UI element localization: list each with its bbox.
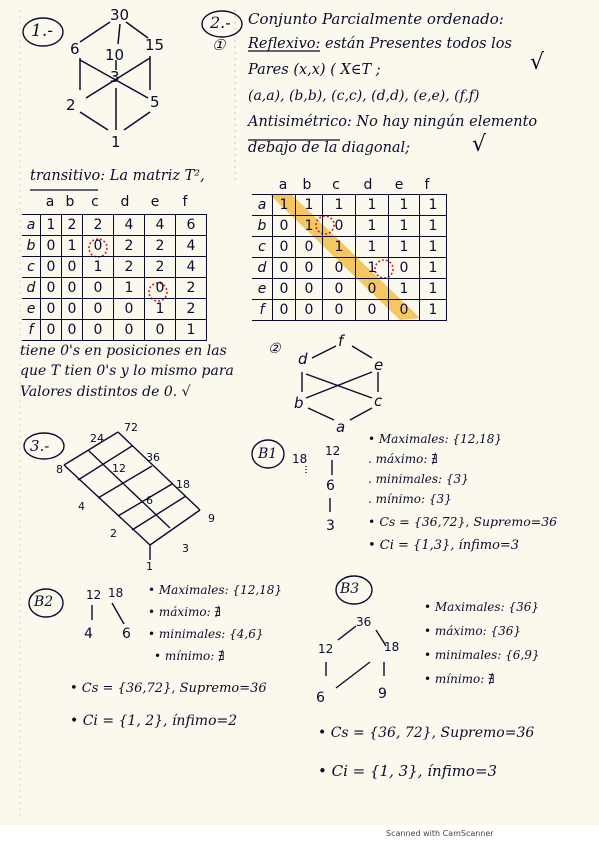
matrix-cell: 0 <box>62 320 83 341</box>
matrix-cell: 1 <box>323 237 356 258</box>
matrix-cell: 0 <box>323 258 356 279</box>
row-header: c <box>252 237 273 258</box>
row-header: c <box>22 257 41 278</box>
matrix-cell: 1 <box>389 237 420 258</box>
row-header: b <box>22 236 41 257</box>
b2-node: 12 <box>86 588 102 602</box>
section-label-1: 1.- <box>31 21 53 41</box>
lattice-node: 2 <box>110 527 117 540</box>
hasse-node: c <box>374 392 383 410</box>
reflexivo-line-1: Reflexivo: están Presentes todos los <box>248 36 512 52</box>
b3-node: 12 <box>318 642 334 656</box>
hasse-node: f <box>338 332 344 350</box>
matrix-cell: 1 <box>296 195 323 216</box>
lattice-node: 4 <box>78 500 85 513</box>
lattice-node: 6 <box>146 494 153 507</box>
b2-ci: • Ci = {1, 2}, ínfimo=2 <box>70 713 238 729</box>
reflexivo-line-2: Pares (x,x) ( X∈T ; <box>248 62 381 78</box>
b3-line: • máximo: {36} <box>424 624 522 638</box>
section-label-b3: B3 <box>340 581 360 597</box>
hasse-node: 1 <box>111 133 121 151</box>
section-title: Conjunto Parcialmente ordenado: <box>248 10 504 28</box>
hasse-node: b <box>294 394 304 412</box>
lattice-node: 36 <box>146 451 160 464</box>
matrix-cell: 1 <box>356 237 389 258</box>
matrix-cell: 2 <box>83 215 114 236</box>
matrix-cell: 0 <box>145 320 176 341</box>
col-header: d <box>363 177 373 193</box>
lattice-diagram <box>64 432 200 560</box>
b1-line: • Ci = {1,3}, ínfimo=3 <box>368 538 520 553</box>
b3-line: • mínimo: ∄ <box>424 672 495 686</box>
matrix-cell: 4 <box>145 215 176 236</box>
check-mark: √ <box>530 50 545 75</box>
b3-node: 6 <box>316 690 325 706</box>
b1-line: . mínimo: {3} <box>368 492 452 506</box>
conclusion-line-3: Valores distintos de 0. √ <box>20 384 191 400</box>
matrix-row <box>252 258 447 279</box>
scanner-watermark: Scanned with CamScanner <box>386 829 494 838</box>
matrix-cell: 0 <box>41 320 62 341</box>
hasse-node: 6 <box>70 40 80 58</box>
section-label-b1: B1 <box>258 446 278 462</box>
matrix-cell: 1 <box>389 279 420 300</box>
row-header: d <box>252 258 273 279</box>
b2-node: 6 <box>122 626 131 642</box>
hasse-node: e <box>374 356 384 374</box>
b2-cs: • Cs = {36,72}, Supremo=36 <box>70 681 267 696</box>
matrix-cell: 1 <box>41 215 62 236</box>
section-label-b2: B2 <box>34 594 54 610</box>
matrix-cell: 1 <box>176 320 207 341</box>
matrix-row <box>22 320 207 341</box>
hasse-node: 5 <box>150 93 160 111</box>
matrix-cell: 1 <box>420 195 447 216</box>
matrix-cell: 2 <box>145 236 176 257</box>
matrix-cell: 0 <box>62 257 83 278</box>
matrix-row <box>252 237 447 258</box>
row-header: f <box>252 300 273 321</box>
matrix-cell: 2 <box>62 215 83 236</box>
hasse-node: d <box>298 350 308 368</box>
b1-properties <box>368 432 557 560</box>
matrix-row <box>252 195 447 216</box>
matrix-cell: 2 <box>114 257 145 278</box>
col-header: e <box>150 194 160 210</box>
matrix-cell: 0 <box>389 300 420 321</box>
row-header: e <box>22 299 41 320</box>
matrix-cell: 0 <box>356 300 389 321</box>
lattice-node: 24 <box>90 432 104 445</box>
item-mark-1: ① <box>212 36 226 54</box>
col-header: b <box>65 194 75 210</box>
matrix-cell: 2 <box>145 257 176 278</box>
matrix-cell: 0 <box>83 236 114 257</box>
b2-node: 18 <box>108 586 124 600</box>
hasse-node: 3 <box>110 68 120 86</box>
hasse-node: a <box>336 418 346 436</box>
b1-line: • Cs = {36,72}, Supremo=36 <box>368 514 558 529</box>
matrix-cell: 0 <box>41 278 62 299</box>
hasse-node: 2 <box>66 96 76 114</box>
row-header: a <box>22 215 41 236</box>
b1-node: 12 <box>325 444 341 458</box>
matrix-cell: 1 <box>356 195 389 216</box>
matrix-cell: 0 <box>273 258 296 279</box>
b1-node: 6 <box>326 478 335 494</box>
b1-line: . máximo: ∄ <box>368 452 438 466</box>
matrix-cell: 0 <box>323 300 356 321</box>
b2-line: • máximo: ∄ <box>148 605 222 619</box>
matrix-cell: 0 <box>273 216 296 237</box>
matrix-cell: 2 <box>114 236 145 257</box>
matrix-t-header <box>252 176 440 194</box>
matrix-row <box>252 279 447 300</box>
row-header: d <box>22 278 41 299</box>
matrix-cell: 1 <box>114 278 145 299</box>
col-header: f <box>182 194 188 210</box>
matrix-cell: 1 <box>420 216 447 237</box>
matrix-cell: 1 <box>389 195 420 216</box>
b1-node: 18 <box>292 452 308 466</box>
b3-line: • Maximales: {36} <box>424 600 539 614</box>
matrix-cell: 1 <box>420 258 447 279</box>
hasse-diagram-2 <box>302 346 378 420</box>
matrix-cell: 1 <box>62 236 83 257</box>
row-header: f <box>22 320 41 341</box>
item-mark-2: ② <box>268 341 281 357</box>
matrix-cell: 6 <box>176 215 207 236</box>
matrix-cell: 0 <box>145 278 176 299</box>
b3-node: 9 <box>378 686 387 702</box>
matrix-cell: 1 <box>420 279 447 300</box>
b2-line: • mínimo: ∄ <box>154 649 225 663</box>
matrix-t2-body <box>22 214 207 341</box>
matrix-cell: 1 <box>273 195 296 216</box>
matrix-cell: 0 <box>83 320 114 341</box>
reflexivo-line-3: (a,a), (b,b), (c,c), (d,d), (e,e), (f,f) <box>248 88 480 104</box>
col-header: c <box>91 194 99 210</box>
b2-node: 4 <box>84 626 93 642</box>
matrix-t2 <box>22 192 200 212</box>
col-header: a <box>278 177 288 193</box>
matrix-cell: 0 <box>114 320 145 341</box>
antisim-line-1: Antisimétrico: No hay ningún elemento <box>248 114 538 130</box>
matrix-cell: 0 <box>273 300 296 321</box>
matrix-cell: 0 <box>356 279 389 300</box>
b3-node: 36 <box>356 615 372 629</box>
matrix-cell: 1 <box>323 195 356 216</box>
matrix-row <box>22 299 207 320</box>
b3-ci: • Ci = {1, 3}, ínfimo=3 <box>318 762 498 780</box>
matrix-cell: 0 <box>83 278 114 299</box>
section-label-2: 2.- <box>210 13 231 32</box>
matrix-cell: 1 <box>83 257 114 278</box>
matrix-cell: 0 <box>62 299 83 320</box>
conclusion-line-1: tiene 0's en posiciones en las <box>20 343 227 359</box>
matrix-cell: 4 <box>176 236 207 257</box>
lattice-node: 1 <box>146 560 153 573</box>
matrix-row <box>252 300 447 321</box>
matrix-cell: 2 <box>176 299 207 320</box>
matrix-cell: 1 <box>356 216 389 237</box>
row-header: a <box>252 195 273 216</box>
b2-line: • minimales: {4,6} <box>148 627 264 641</box>
section-label-3: 3.- <box>30 437 50 455</box>
matrix-cell: 0 <box>41 257 62 278</box>
matrix-cell: 1 <box>420 300 447 321</box>
matrix-cell: 1 <box>296 216 323 237</box>
matrix-cell: 1 <box>420 237 447 258</box>
conclusion-line-2: que T tien 0's y lo mismo para <box>20 363 234 379</box>
lattice-node: 72 <box>124 421 138 434</box>
matrix-cell: 0 <box>62 278 83 299</box>
col-header: e <box>394 177 404 193</box>
transitivo-line: transitivo: La matriz T², <box>30 168 205 184</box>
hasse-node: 30 <box>110 6 130 24</box>
matrix-cell: 0 <box>41 299 62 320</box>
col-header: c <box>332 177 340 193</box>
matrix-cell: 2 <box>176 278 207 299</box>
b3-node: 18 <box>384 640 400 654</box>
lattice-node: 3 <box>182 542 189 555</box>
matrix-cell: 0 <box>296 300 323 321</box>
matrix-cell: 0 <box>296 279 323 300</box>
matrix-cell: 0 <box>83 299 114 320</box>
matrix-row <box>252 216 447 237</box>
b1-node: 3 <box>326 518 335 534</box>
matrix-cell: 4 <box>114 215 145 236</box>
matrix-row <box>22 257 207 278</box>
check-mark: √ <box>472 132 487 157</box>
matrix-cell: 0 <box>273 237 296 258</box>
lattice-node: 18 <box>176 478 190 491</box>
matrix-cell: 0 <box>296 237 323 258</box>
b3-diagram <box>326 626 386 688</box>
matrix-cell: 0 <box>296 258 323 279</box>
matrix-cell: 1 <box>145 299 176 320</box>
matrix-cell: 4 <box>176 257 207 278</box>
lattice-node: 12 <box>112 462 126 475</box>
matrix-cell: 1 <box>356 258 389 279</box>
col-header: f <box>424 177 430 193</box>
b1-line: . minimales: {3} <box>368 472 469 486</box>
matrix-row <box>22 215 207 236</box>
matrix-row <box>22 278 207 299</box>
matrix-cell: 0 <box>114 299 145 320</box>
b1-line: • Maximales: {12,18} <box>368 432 503 446</box>
hasse-node: 15 <box>145 36 165 54</box>
col-header: b <box>302 177 312 193</box>
matrix-cell: 0 <box>323 279 356 300</box>
b3-cs: • Cs = {36, 72}, Supremo=36 <box>318 725 535 741</box>
lattice-node: 8 <box>56 463 63 476</box>
row-header: e <box>252 279 273 300</box>
b2-properties <box>148 583 282 671</box>
row-header: b <box>252 216 273 237</box>
matrix-cell: 1 <box>389 216 420 237</box>
b3-properties <box>424 600 540 696</box>
b2-line: • Maximales: {12,18} <box>148 583 283 597</box>
matrix-cell: 0 <box>389 258 420 279</box>
col-header: a <box>45 194 55 210</box>
matrix-row <box>22 236 207 257</box>
matrix-t-body <box>252 194 447 321</box>
hasse-node: 10 <box>105 46 125 64</box>
b2-diagram <box>92 603 124 624</box>
matrix-cell: 0 <box>273 279 296 300</box>
matrix-cell: 0 <box>41 236 62 257</box>
antisim-line-2: debajo de la diagonal; <box>248 140 411 156</box>
b3-line: • minimales: {6,9} <box>424 648 540 662</box>
matrix-cell: 0 <box>323 216 356 237</box>
col-header: d <box>120 194 130 210</box>
lattice-node: 9 <box>208 512 215 525</box>
